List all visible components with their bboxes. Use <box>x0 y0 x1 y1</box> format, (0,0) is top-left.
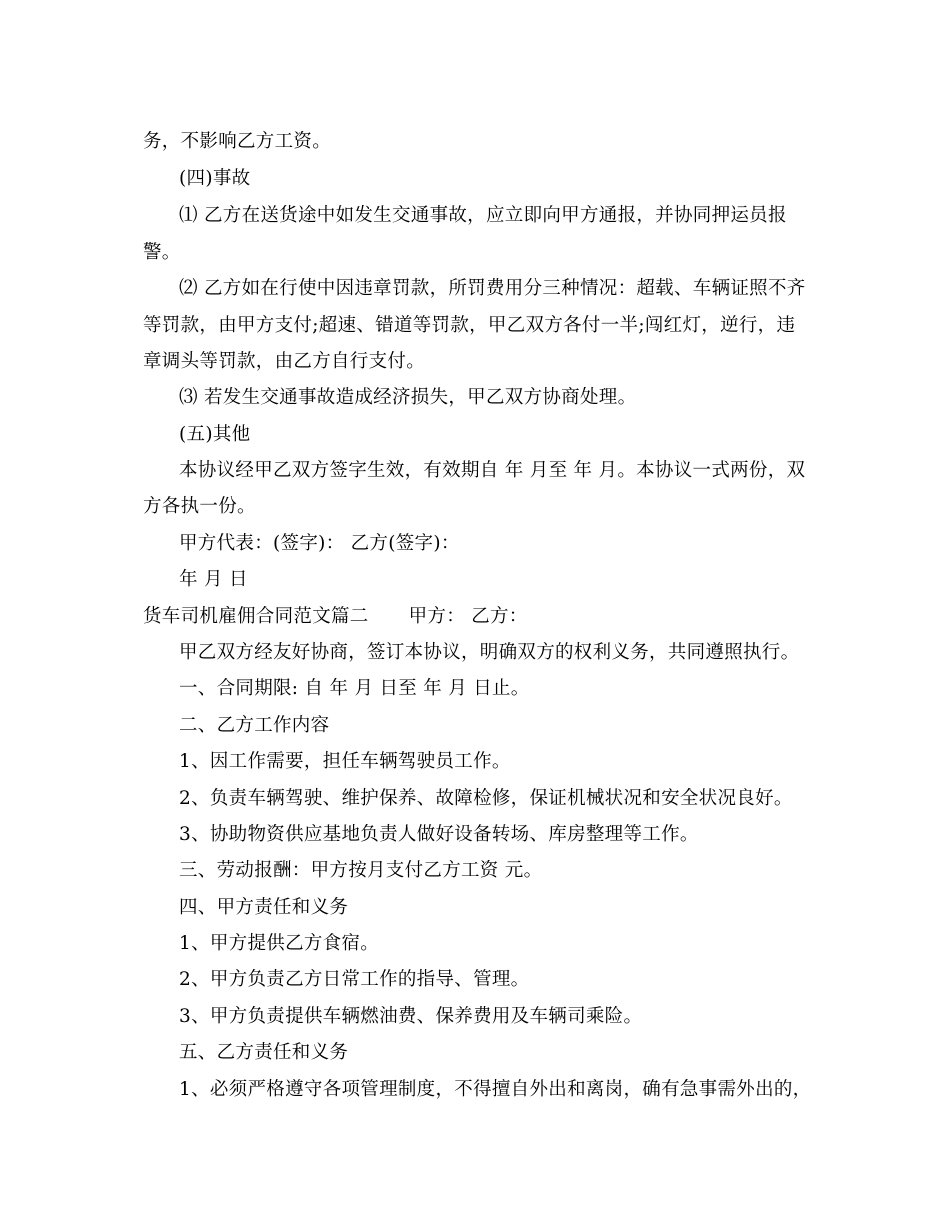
list-item: 3、甲方负责提供车辆燃油费、保养费用及车辆司乘险。 <box>179 1006 643 1027</box>
text-line: ⑴ 乙方在送货途中如发生交通事故，应立即向甲方通报，并协同押运员报 <box>179 205 787 226</box>
signature-line: 甲方代表：(签字)： 乙方(签字)： <box>179 533 460 554</box>
party-labels: 甲方： 乙方： <box>408 606 528 627</box>
section-heading: 三、劳动报酬：甲方按月支付乙方工资 元。 <box>179 860 543 881</box>
article-title: 货车司机雇佣合同范文篇二 <box>143 606 369 627</box>
date-line: 年 月 日 <box>179 569 248 590</box>
section-heading-other: (五)其他 <box>179 424 251 445</box>
text-line: 警。 <box>143 242 181 263</box>
section-heading: 四、甲方责任和义务 <box>179 897 349 918</box>
list-item: 1、甲方提供乙方食宿。 <box>179 933 380 954</box>
list-item: 2、负责车辆驾驶、维护保养、故障检修，保证机械状况和安全状况良好。 <box>179 788 793 809</box>
section-heading: 二、乙方工作内容 <box>179 715 330 736</box>
list-item: 3、协助物资供应基地负责人做好设备转场、库房整理等工作。 <box>179 824 699 845</box>
text-line: 章调头等罚款，由乙方自行支付。 <box>143 351 426 372</box>
text-line: 一、合同期限: 自 年 月 日至 年 月 日止。 <box>179 678 530 699</box>
section-heading: 五、乙方责任和义务 <box>179 1042 349 1063</box>
section-heading-accident: (四)事故 <box>179 168 251 189</box>
list-item: 2、甲方负责乙方日常工作的指导、管理。 <box>179 969 530 990</box>
list-item: 1、必须严格遵守各项管理制度，不得擅自外出和离岗，确有急事需外出的， <box>179 1079 812 1100</box>
article-title-row <box>143 605 528 629</box>
text-line: 方各执一份。 <box>143 496 256 517</box>
text-line: 甲乙双方经友好协商，签订本协议，明确双方的权利义务，共同遵照执行。 <box>179 642 800 663</box>
text-line: 务，不影响乙方工资。 <box>143 131 332 152</box>
text-line: ⑵ 乙方如在行使中因违章罚款，所罚费用分三种情况：超载、车辆证照不齐 <box>179 278 806 299</box>
text-line: ⑶ 若发生交通事故造成经济损失，甲乙双方协商处理。 <box>179 387 637 408</box>
list-item: 1、因工作需要，担任车辆驾驶员工作。 <box>179 751 511 772</box>
text-line: 本协议经甲乙双方签字生效，有效期自 年 月至 年 月。本协议一式两份，双 <box>179 460 806 481</box>
text-line: 等罚款，由甲方支付;超速、错道等罚款，甲乙双方各付一半;闯红灯，逆行，违 <box>143 315 796 336</box>
